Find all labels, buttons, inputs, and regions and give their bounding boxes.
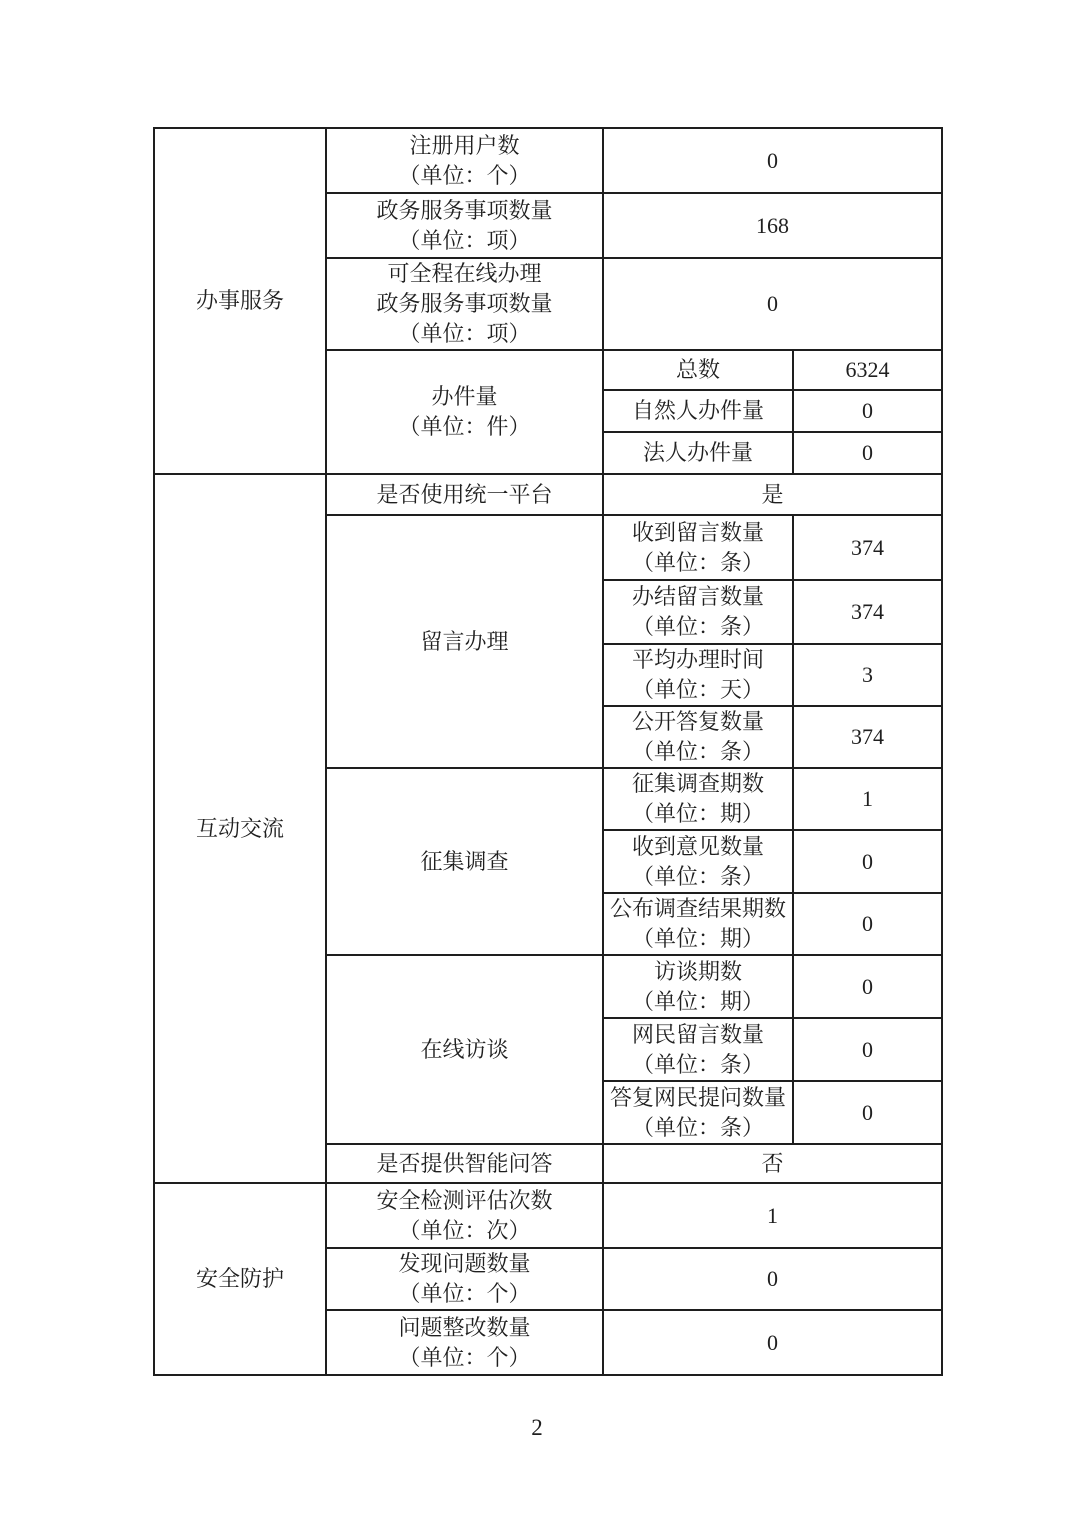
item-group-cell: 征集调查 — [326, 768, 603, 955]
value-cell: 0 — [603, 258, 942, 350]
sub-value-cell: 0 — [793, 432, 942, 474]
sub-label: 征集调查期数 — [631, 771, 764, 796]
item-unit: （单位：项） — [398, 227, 531, 253]
item-label: 注册用户数 — [409, 132, 520, 158]
sub-label: 收到意见数量 — [631, 833, 764, 859]
sub-value-cell: 6324 — [793, 350, 942, 390]
item-label-cell — [326, 258, 603, 350]
sub-value-cell: 0 — [793, 1018, 942, 1081]
sub-value-cell: 3 — [793, 644, 942, 706]
sub-label-cell — [603, 955, 793, 1018]
sub-label-cell: 总数 — [603, 350, 793, 390]
sub-label-cell — [603, 515, 793, 580]
item-unit: （单位：次） — [398, 1217, 531, 1243]
sub-label: 平均办理时间 — [631, 647, 764, 672]
value-cell: 168 — [603, 193, 942, 258]
item-unit: （单位：项） — [398, 321, 531, 346]
item-label-cell — [326, 128, 603, 193]
sub-unit: （单位：条） — [631, 549, 764, 575]
sub-value-cell: 374 — [793, 706, 942, 768]
category-label: 办事服务 — [195, 288, 284, 313]
item-label-cell — [326, 1183, 603, 1248]
sub-label-cell — [603, 893, 793, 955]
sub-value-cell: 0 — [793, 955, 942, 1018]
sub-label: 收到留言数量 — [631, 519, 764, 545]
sub-unit: （单位：期） — [631, 988, 764, 1014]
category-label: 互动交流 — [195, 815, 284, 841]
item-label: 安全检测评估次数 — [376, 1187, 553, 1213]
sub-label: 网民留言数量 — [631, 1021, 764, 1047]
sub-value-cell: 0 — [793, 893, 942, 955]
item-label: 发现问题数量 — [398, 1251, 531, 1276]
sub-unit: （单位：期） — [631, 926, 764, 951]
item-unit: （单位：件） — [398, 414, 531, 439]
sub-unit: （单位：条） — [631, 739, 764, 764]
sub-label-cell — [603, 644, 793, 706]
item-label: 政务服务事项数量 — [376, 197, 553, 223]
item-label: 办件量 — [431, 384, 498, 409]
sub-unit: （单位：天） — [631, 677, 764, 702]
category-cell-interaction — [154, 474, 326, 1183]
item-label: 政务服务事项数量 — [376, 291, 553, 316]
value-cell: 0 — [603, 1310, 942, 1375]
category-cell-security — [154, 1183, 326, 1375]
value-cell: 0 — [603, 128, 942, 193]
value-cell: 0 — [603, 1248, 942, 1310]
sub-label-cell: 自然人办件量 — [603, 390, 793, 432]
item-label-cell — [326, 193, 603, 258]
item-label-cell — [326, 1248, 603, 1310]
item-label: 可全程在线办理 — [387, 261, 542, 286]
sub-unit: （单位：条） — [631, 614, 764, 639]
item-group-cell: 留言办理 — [326, 515, 603, 768]
item-unit: （单位：个） — [398, 162, 531, 188]
sub-label: 公布调查结果期数 — [609, 896, 786, 921]
sub-label: 答复网民提问数量 — [609, 1084, 786, 1110]
item-label: 问题整改数量 — [398, 1314, 531, 1340]
item-unit: （单位：个） — [398, 1344, 531, 1370]
sub-value-cell: 1 — [793, 768, 942, 830]
report-table — [153, 127, 943, 1376]
item-label-cell: 是否使用统一平台 — [326, 474, 603, 515]
sub-value-cell: 0 — [793, 390, 942, 432]
sub-value-cell: 374 — [793, 580, 942, 644]
value-cell: 是 — [603, 474, 942, 515]
value-cell: 1 — [603, 1183, 942, 1248]
sub-label-cell — [603, 580, 793, 644]
value-cell: 否 — [603, 1144, 942, 1183]
sub-label: 办结留言数量 — [631, 584, 764, 609]
category-cell-service — [154, 128, 326, 474]
sub-unit: （单位：条） — [631, 1114, 764, 1140]
sub-value-cell: 0 — [793, 1081, 942, 1144]
sub-label-cell: 法人办件量 — [603, 432, 793, 474]
sub-label-cell — [603, 1018, 793, 1081]
item-group-cell: 在线访谈 — [326, 955, 603, 1144]
sub-label-cell — [603, 706, 793, 768]
sub-value-cell: 0 — [793, 830, 942, 893]
sub-unit: （单位：条） — [631, 1051, 764, 1077]
item-label-cell: 是否提供智能问答 — [326, 1144, 603, 1183]
category-label: 安全防护 — [195, 1266, 284, 1291]
sub-label-cell — [603, 768, 793, 830]
sub-unit: （单位：条） — [631, 863, 764, 889]
item-label-cell — [326, 1310, 603, 1375]
page-number: 2 — [531, 1415, 543, 1440]
sub-label-cell — [603, 830, 793, 893]
sub-label: 公开答复数量 — [631, 709, 764, 734]
sub-unit: （单位：期） — [631, 801, 764, 826]
sub-label: 访谈期数 — [653, 958, 742, 984]
item-group-cell — [326, 350, 603, 474]
item-unit: （单位：个） — [398, 1281, 531, 1306]
sub-label-cell — [603, 1081, 793, 1144]
sub-value-cell: 374 — [793, 515, 942, 580]
